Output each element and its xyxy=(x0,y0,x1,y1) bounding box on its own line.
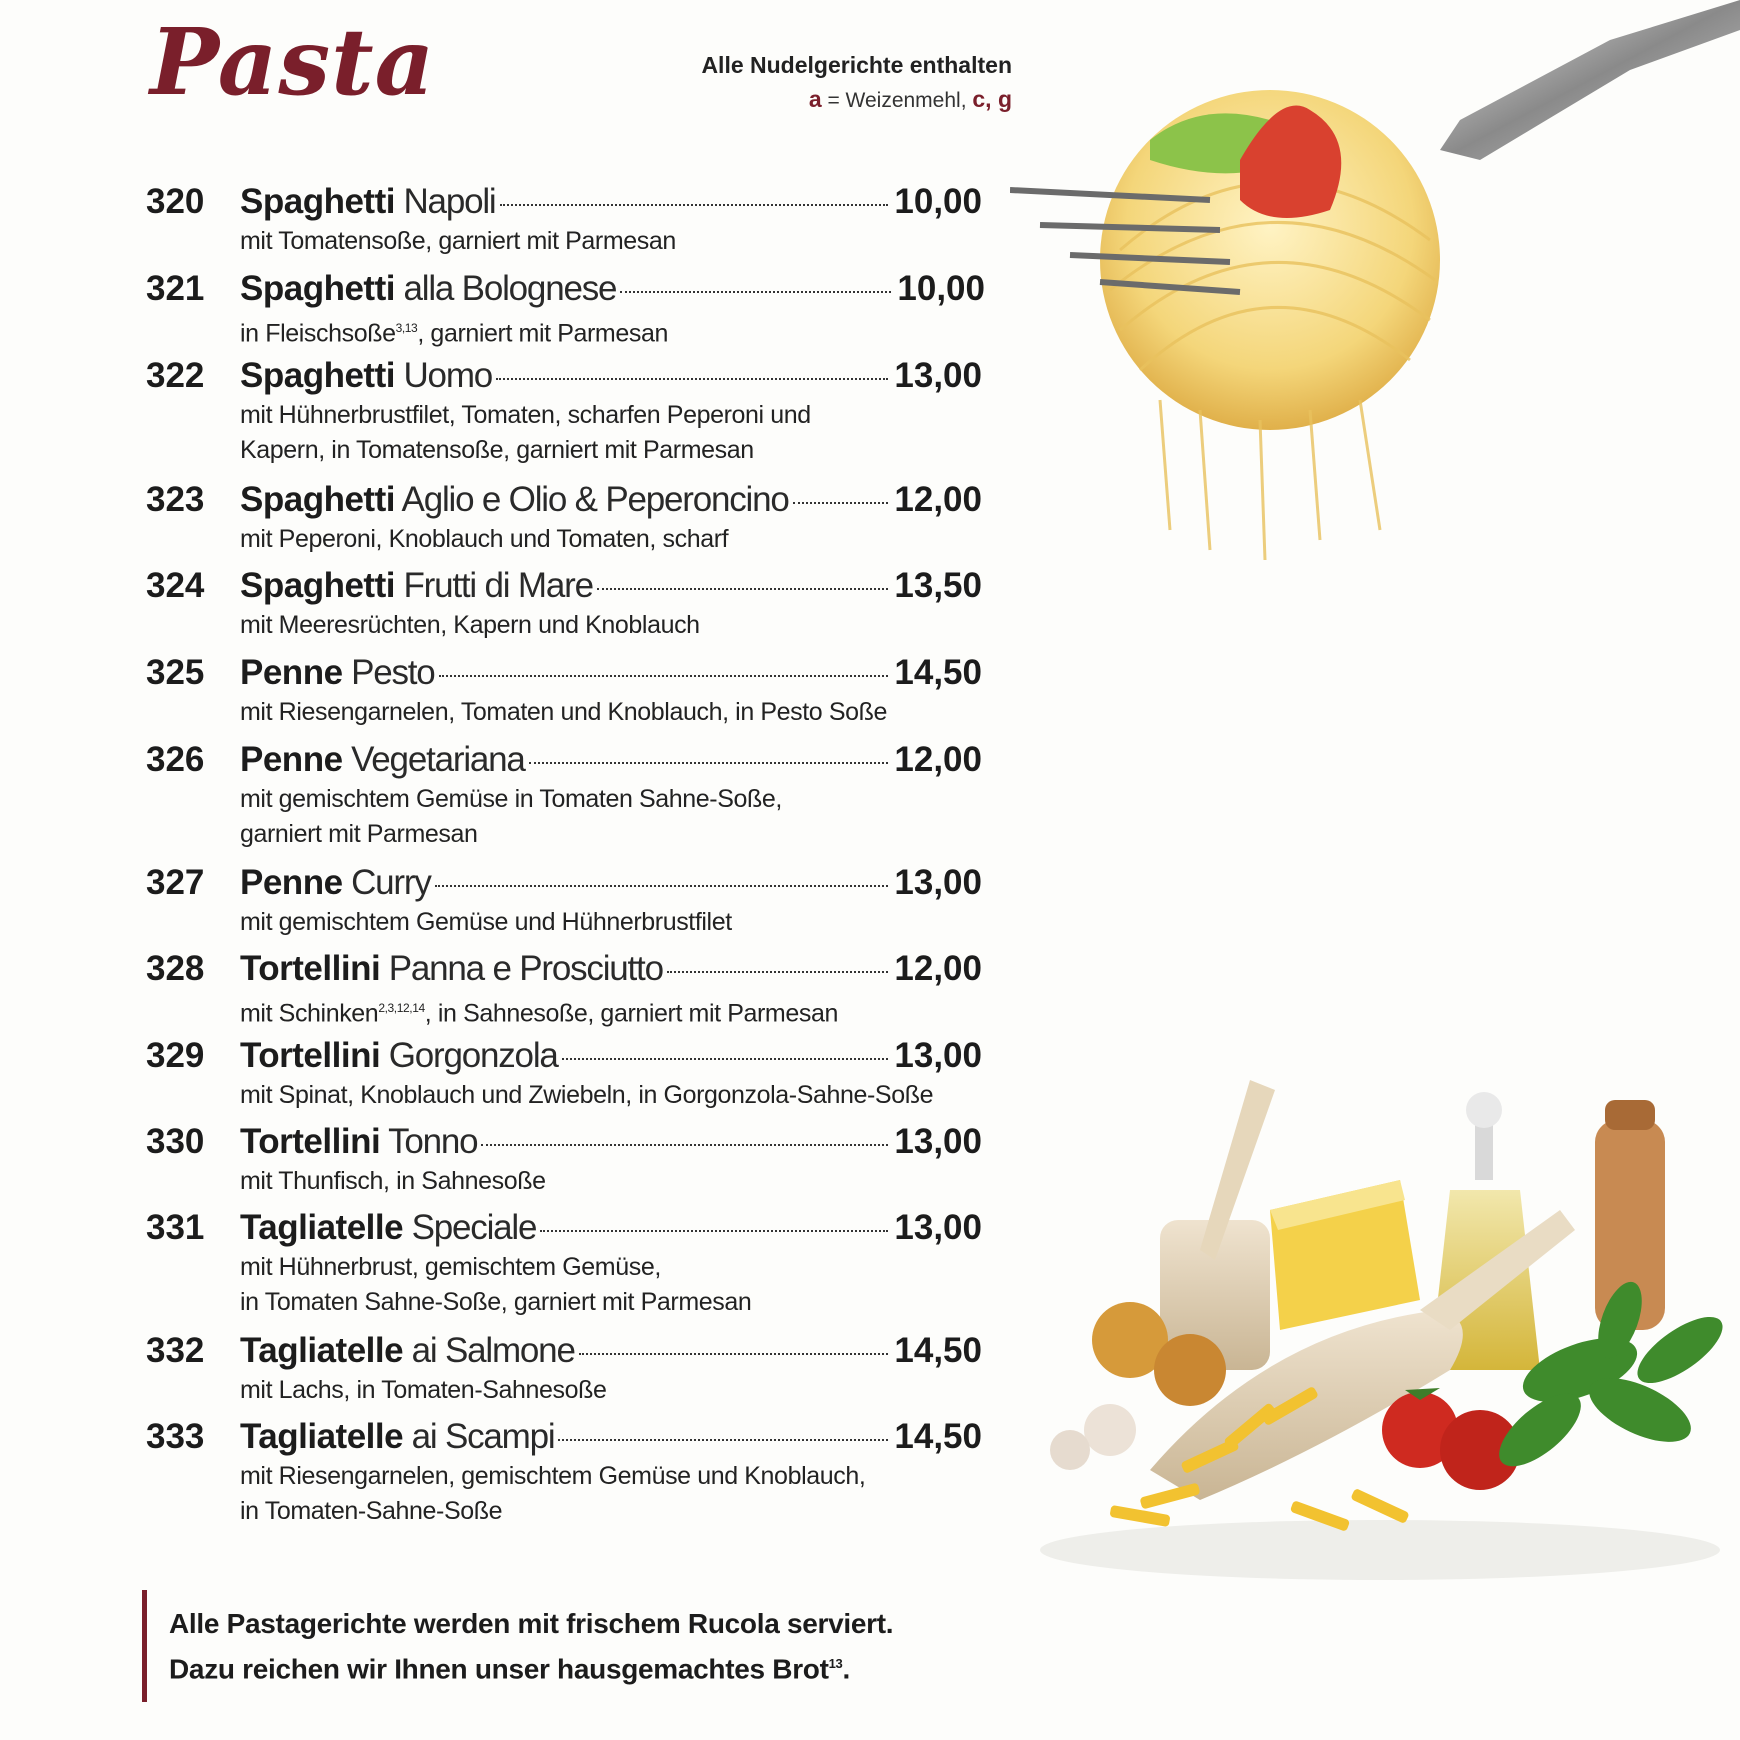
dot-leader xyxy=(562,1058,889,1060)
dot-leader xyxy=(558,1439,888,1441)
item-number: 332 xyxy=(146,1331,205,1370)
menu-item-325 xyxy=(146,651,996,738)
dot-leader xyxy=(793,502,889,504)
item-description: mit Hühnerbrustfilet, Tomaten, scharfen Peperoni und xyxy=(240,401,811,429)
item-price: 13,00 xyxy=(894,1122,982,1161)
ingredients-photo xyxy=(1020,1070,1740,1590)
item-name: Spaghetti Frutti di Mare xyxy=(240,566,593,605)
menu-item-328 xyxy=(146,947,996,1034)
item-price: 14,50 xyxy=(894,1331,982,1370)
item-name: Spaghetti alla Bolognese xyxy=(240,269,617,308)
item-price: 12,00 xyxy=(894,949,982,988)
menu-item-331 xyxy=(146,1206,996,1329)
item-description: mit Lachs, in Tomaten-Sahnesoße xyxy=(240,1376,607,1404)
item-number: 327 xyxy=(146,863,205,902)
dot-leader xyxy=(500,204,889,206)
item-name: Penne Curry xyxy=(240,863,431,902)
item-name: Tagliatelle ai Scampi xyxy=(240,1417,555,1456)
footer-line2: Dazu reichen wir Ihnen unser hausgemachtes Brot$^{13}$. xyxy=(169,1653,850,1685)
item-description: mit gemischtem Gemüse in Tomaten Sahne-Soße, xyxy=(240,785,782,813)
item-name: Penne Pesto xyxy=(240,653,435,692)
menu-item-321 xyxy=(146,267,996,354)
item-number: 326 xyxy=(146,740,205,779)
item-number: 328 xyxy=(146,949,205,988)
menu-item-322 xyxy=(146,354,996,478)
item-price: 13,00 xyxy=(894,863,982,902)
allergen-code-meaning: = Weizenmehl, xyxy=(821,89,973,112)
item-price: 14,50 xyxy=(894,653,982,692)
dot-leader xyxy=(435,885,889,887)
allergen-note-line1: Alle Nudelgerichte enthalten xyxy=(701,52,1012,78)
item-description: mit Meeresrüchten, Kapern und Knoblauch xyxy=(240,611,700,639)
item-number: 322 xyxy=(146,356,205,395)
menu-item-329 xyxy=(146,1034,996,1120)
item-description: mit Spinat, Knoblauch und Zwiebeln, in Gorgonzola-Sahne-Soße xyxy=(240,1081,934,1109)
dot-leader xyxy=(481,1144,888,1146)
item-price: 10,00 xyxy=(894,182,982,221)
item-description: in Fleischsoße$^{3,13}$, garniert mit Parmesan xyxy=(240,319,668,348)
item-name: Spaghetti Uomo xyxy=(240,356,493,395)
item-name: Tortellini Panna e Prosciutto xyxy=(240,949,663,988)
menu-item-323 xyxy=(146,478,996,564)
item-description: mit Thunfisch, in Sahnesoße xyxy=(240,1167,546,1195)
pasta-menu-list xyxy=(146,180,996,1538)
item-price: 13,00 xyxy=(894,1208,982,1247)
allergen-note xyxy=(701,48,1012,118)
item-number: 325 xyxy=(146,653,205,692)
item-description: mit Schinken$^{2,3,12,14}$, in Sahnesoße, garniert mit Parmesan xyxy=(240,999,838,1028)
item-name: Tagliatelle ai Salmone xyxy=(240,1331,575,1370)
item-price: 13,00 xyxy=(894,356,982,395)
item-description: Kapern, in Tomatensoße, garniert mit Parmesan xyxy=(240,436,754,464)
dot-leader xyxy=(620,291,891,293)
item-description: mit Peperoni, Knoblauch und Tomaten, scharf xyxy=(240,525,729,553)
item-price: 13,00 xyxy=(894,1036,982,1075)
item-name: Tortellini Gorgonzola xyxy=(240,1036,558,1075)
item-number: 330 xyxy=(146,1122,205,1161)
dot-leader xyxy=(540,1230,888,1232)
item-number: 323 xyxy=(146,480,205,519)
allergen-codes-cg: c, g xyxy=(972,86,1012,112)
item-name: Tagliatelle Speciale xyxy=(240,1208,537,1247)
dot-leader xyxy=(496,378,888,380)
dot-leader xyxy=(439,675,889,677)
dot-leader xyxy=(667,971,889,973)
item-description: mit Tomatensoße, garniert mit Parmesan xyxy=(240,227,676,255)
menu-item-320 xyxy=(146,180,996,267)
item-number: 320 xyxy=(146,182,205,221)
item-price: 14,50 xyxy=(894,1417,982,1456)
item-name: Spaghetti Aglio e Olio & Peperoncino xyxy=(240,480,789,519)
item-description: mit Riesengarnelen, gemischtem Gemüse und Knoblauch, xyxy=(240,1462,866,1490)
menu-item-332 xyxy=(146,1329,996,1415)
menu-item-324 xyxy=(146,564,996,651)
item-number: 331 xyxy=(146,1208,205,1247)
menu-item-327 xyxy=(146,861,996,947)
item-price: 10,00 xyxy=(897,269,985,308)
item-name: Spaghetti Napoli xyxy=(240,182,496,221)
item-price: 12,00 xyxy=(894,480,982,519)
dot-leader xyxy=(579,1353,889,1355)
item-description: in Tomaten-Sahne-Soße xyxy=(240,1497,503,1525)
item-number: 329 xyxy=(146,1036,205,1075)
spaghetti-fork-photo xyxy=(1010,0,1740,570)
footer-line1: Alle Pastagerichte werden mit frischem Rucola serviert. xyxy=(169,1608,894,1639)
item-price: 13,50 xyxy=(894,566,982,605)
dot-leader xyxy=(529,762,889,764)
menu-item-326 xyxy=(146,738,996,861)
item-description: in Tomaten Sahne-Soße, garniert mit Parmesan xyxy=(240,1288,752,1316)
item-number: 333 xyxy=(146,1417,205,1456)
menu-item-333 xyxy=(146,1415,996,1538)
allergen-note-line2 xyxy=(701,82,1012,118)
footer-note xyxy=(142,1590,893,1702)
item-description: garniert mit Parmesan xyxy=(240,820,478,848)
dot-leader xyxy=(597,588,889,590)
item-number: 324 xyxy=(146,566,205,605)
item-number: 321 xyxy=(146,269,205,308)
page-title: Pasta xyxy=(150,8,436,116)
item-name: Tortellini Tonno xyxy=(240,1122,478,1161)
item-price: 12,00 xyxy=(894,740,982,779)
item-description: mit Hühnerbrust, gemischtem Gemüse, xyxy=(240,1253,661,1281)
item-description: mit gemischtem Gemüse und Hühnerbrustfilet xyxy=(240,908,732,936)
menu-item-330 xyxy=(146,1120,996,1206)
item-description: mit Riesengarnelen, Tomaten und Knoblauch, in Pesto Soße xyxy=(240,698,887,726)
allergen-code-a: a xyxy=(808,86,822,112)
item-name: Penne Vegetariana xyxy=(240,740,525,779)
